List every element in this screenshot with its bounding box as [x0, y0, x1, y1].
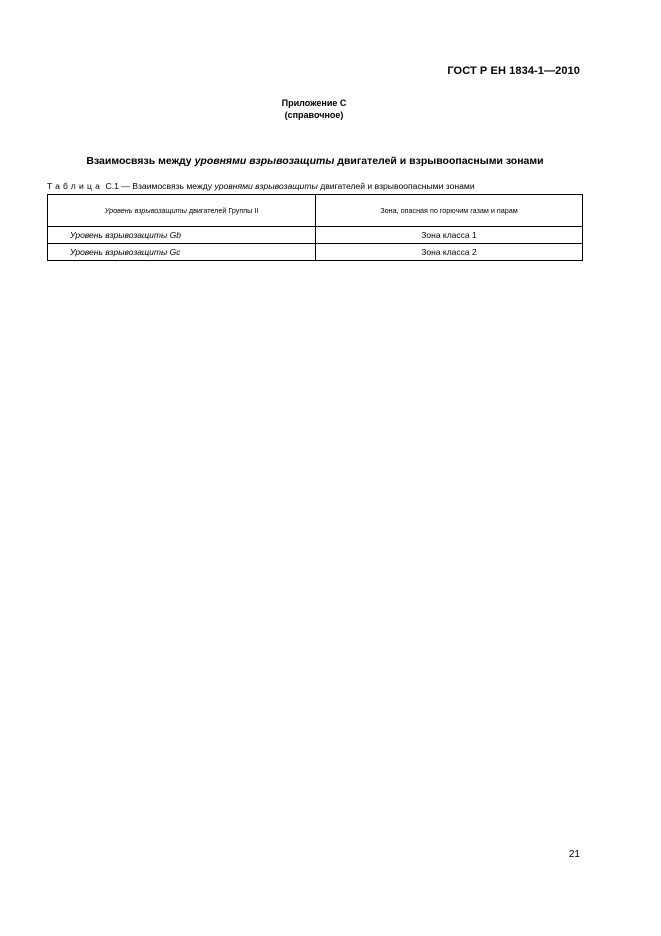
annex-heading	[0, 97, 628, 121]
annex-title: Приложение С	[281, 98, 347, 108]
table-cell-level: Уровень взрывозащиты Gb	[48, 227, 316, 244]
table-header-level-italic: Уровень взрывозащиты	[104, 206, 187, 215]
section-title-before: Взаимосвязь между	[86, 155, 195, 167]
table-header-row	[48, 195, 583, 227]
table-caption-number: С.1 — Взаимосвязь между	[103, 181, 215, 191]
document-code: ГОСТ Р ЕН 1834-1—2010	[447, 65, 580, 77]
table-row	[48, 244, 583, 261]
protection-level-table	[47, 194, 583, 261]
table-caption-italic: уровнями взрывозащиты	[214, 181, 318, 191]
table-caption-after: двигателей и взрывоопасными зонами	[317, 181, 475, 191]
table-cell-zone: Зона класса 2	[316, 244, 583, 261]
table-cell-level: Уровень взрывозащиты Gc	[48, 244, 316, 261]
table-caption-label: Таблица	[47, 181, 104, 191]
section-title-italic: уровнями взрывозащиты	[194, 155, 335, 167]
table-header-level-rest: двигателей Группы II	[186, 206, 259, 215]
annex-subtitle: (справочное)	[284, 110, 344, 120]
section-title-after: двигателей и взрывоопасными зонами	[334, 155, 544, 167]
section-title	[48, 155, 582, 167]
page-number: 21	[568, 849, 580, 860]
table-row	[48, 227, 583, 244]
table-caption	[47, 181, 475, 191]
table-header-zone: Зона, опасная по горючим газам и парам	[316, 195, 583, 227]
table-header-level	[48, 195, 316, 227]
table-cell-zone: Зона класса 1	[316, 227, 583, 244]
